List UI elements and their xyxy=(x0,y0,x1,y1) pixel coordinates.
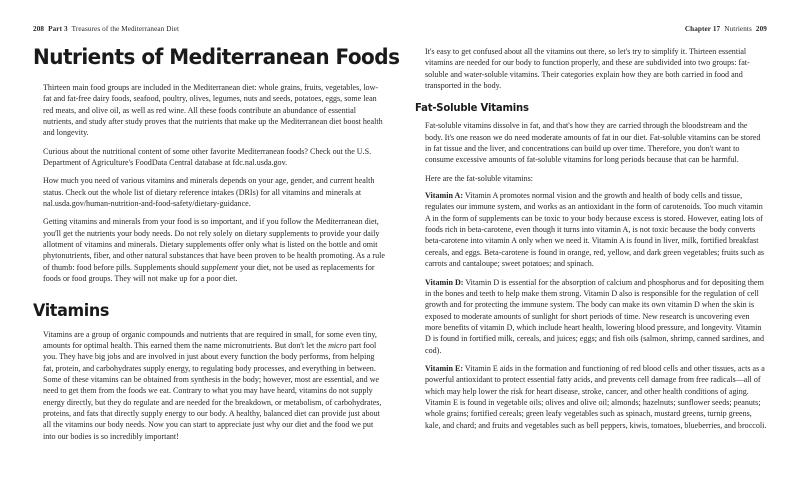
part-label: Part 3 xyxy=(48,25,68,33)
running-head-left xyxy=(33,24,179,34)
supplement-text-after: your diet, not be used as replacements for foods or food groups. They will not make up for a poor diet. xyxy=(43,262,375,284)
chapter-title: Nutrients xyxy=(724,25,752,33)
vitamin-e-text: Vitamin E aids in the formation and functioning of red blood cells and other tissues, acts as a powerful antioxidant to protect essential fatty acids, and prevents cell damage from free radicals—all of which may help lower the risk for heart disease, stroke, cancer, and other health conditions of aging. Vitamin E is found in vegetable oils; olives and olive oil; almonds; hazelnuts; sunflower seeds; peanuts; whole grains; fortified cereals; green leafy vegetables such as spinach, mustard greens, turnip greens, kale, and chard; and fruits and vegetables such as bell peppers, kiwis, tomatoes, blueberries, and broccoli. xyxy=(425,363,767,430)
paragraph-dietary-reference-intakes: How much you need of various vitamins and minerals depends on your age, gender, and current health status. Check out the whole list of dietary reference intakes (DRIs) for all vitamins and minerals at nal.usda.gov/human-nutrition-and-food-safety/dietary-guidance. xyxy=(43,176,375,209)
supplement-emphasis: supplement xyxy=(201,262,239,272)
paragraph-vitamin-e xyxy=(415,363,767,431)
page-title: Nutrients of Mediterranean Foods xyxy=(33,45,400,70)
paragraph-lead-in: Here are the fat-soluble vitamins: xyxy=(425,173,534,183)
vitamins-text-before: Vitamins are a group of organic compounds and nutrients that are required in small, for some even tiny, amounts for optimal health. This earned them the name micronutrients. But don't let the xyxy=(43,329,377,350)
paragraph-vitamin-intro: It's easy to get confused about all the vitamins out there, so let's try to simplify it. Thirteen essential vitamins are needed for our body to function properly, and these are subdivided into two groups: fat-soluble and water-soluble vitamins. Their categories explain how they are both carried in food and transported in the body. xyxy=(425,47,750,91)
vitamin-e-label: Vitamin E: xyxy=(425,363,464,373)
paragraph-vitamin-a xyxy=(415,190,767,269)
left-column xyxy=(33,45,400,442)
page-folio-left: 208 xyxy=(33,25,45,33)
vitamin-d-label: Vitamin D: xyxy=(425,277,464,287)
right-column xyxy=(415,46,767,431)
paragraph-fat-soluble-overview: Fat-soluble vitamins dissolve in fat, and that's how they are carried through the bloodstream and the body. It's one reason we do need moderate amounts of fat in our diet. Fat-soluble vitamins can be stored in fat tissue and the liver, and concentrations can build up over time. Therefore, you don't want to consume excessive amounts of fat-soluble vitamins for long periods because that can be harmful. xyxy=(425,121,761,165)
vitamins-heading: Vitamins xyxy=(33,300,110,321)
paragraph-supplements xyxy=(33,216,385,284)
vitamin-d-text: Vitamin D is essential for the absorption of calcium and phosphorus and for depositing them in the bones and teeth to help make them strong. Vitamin D also is responsible for the regulation of cell growth and for protecting the immune system. The body can make its own vitamin D when the skin is exposed to moderate amounts of sunlight for short periods of time. New research is uncovering even more benefits of vitamin D, which include heart health, lowering blood pressure, and longevity. Vitamin D is found in fortified milk, cereals, and juices; eggs; and fish oils (salmon, shrimp, canned sardines, and cod). xyxy=(425,277,764,355)
paragraph-vitamin-d xyxy=(415,277,767,356)
paragraph-fooddata-central: Curious about the nutritional content of some other favorite Mediterranean foods? Check out the U.S. Department of Agriculture's FoodData Central database at fdc.nal.usda.gov. xyxy=(43,146,372,168)
running-head-right xyxy=(685,24,767,34)
fat-soluble-vitamins-heading: Fat-Soluble Vitamins xyxy=(415,102,529,115)
page-folio-right: 209 xyxy=(755,25,767,33)
chapter-label: Chapter 17 xyxy=(684,25,721,33)
supplement-text-before: Getting vitamins and minerals from your food is so important, and if you follow the Mediterranean diet, you'll get the nutrients your body needs. Do not rely solely on dietary supplements to provide your daily allotment of vitamins and minerals. Dietary supplements offer only what is listed on the bottle and omit phytonutrients, fiber, and other natural substances that have been proven to be health promoting. As a rule of thumb: food before pills. Supplements should xyxy=(43,217,385,272)
vitamins-text-after: part fool you. They have big jobs and are involved in just about every function the body performs, from helping fat, protein, and carbohydrates supply energy, to regulating body processes, and everything in between. Some of these vitamins can be obtained from synthesis in the body; however, most are essential, and we need to get them from the foods we eat. Contrary to what you may have heard, vitamins do not supply energy directly, but they do regulate and are needed for the breakdown, or metabolism, of carbohydrates, proteins, and fats that directly supply energy to our body. A healthy, balanced diet can provide just about all the vitamins our body needs. Now you can start to appreciate just why our diet and the food we put into our bodies is so incredibly important! xyxy=(43,340,382,441)
vitamin-a-text: Vitamin A promotes normal vision and the growth and health of body cells and tissue, regulates our immune system, and works as an antioxidant in the form of carotenoids. Too much vitamin A in the form of supplements can be toxic to your body because excess is stored. However, eating lots of foods rich in beta-carotene, even though it turns into vitamin A, is not toxic because the body converts beta-carotene into vitamin A only when we need it. Vitamin A is found in liver, milk, fortified breakfast cereals, and eggs. Beta-carotene is found in orange, red, yellow, and dark green vegetables; fruits such as carrots and cantaloupe; sweet potatoes; and spinach. xyxy=(425,191,765,269)
micro-emphasis: micro xyxy=(328,340,347,350)
part-title: Treasures of the Mediterranean Diet xyxy=(71,25,180,33)
paragraph-food-groups: Thirteen main food groups are included in the Mediterranean diet: whole grains, fruits, vegetables, low-fat and fat-free dairy foods, seafood, poultry, olives, legumes, nuts and seeds, potatoes, eggs, some lean red meats, and olive oil, as well as red wine. All these foods contribute an abundance of essential nutrients, and study after study proves that the nutrients that make up the Mediterranean diet boost health and longevity. xyxy=(43,83,383,138)
paragraph-vitamins-overview xyxy=(33,329,385,442)
vitamin-a-label: Vitamin A: xyxy=(425,191,464,201)
